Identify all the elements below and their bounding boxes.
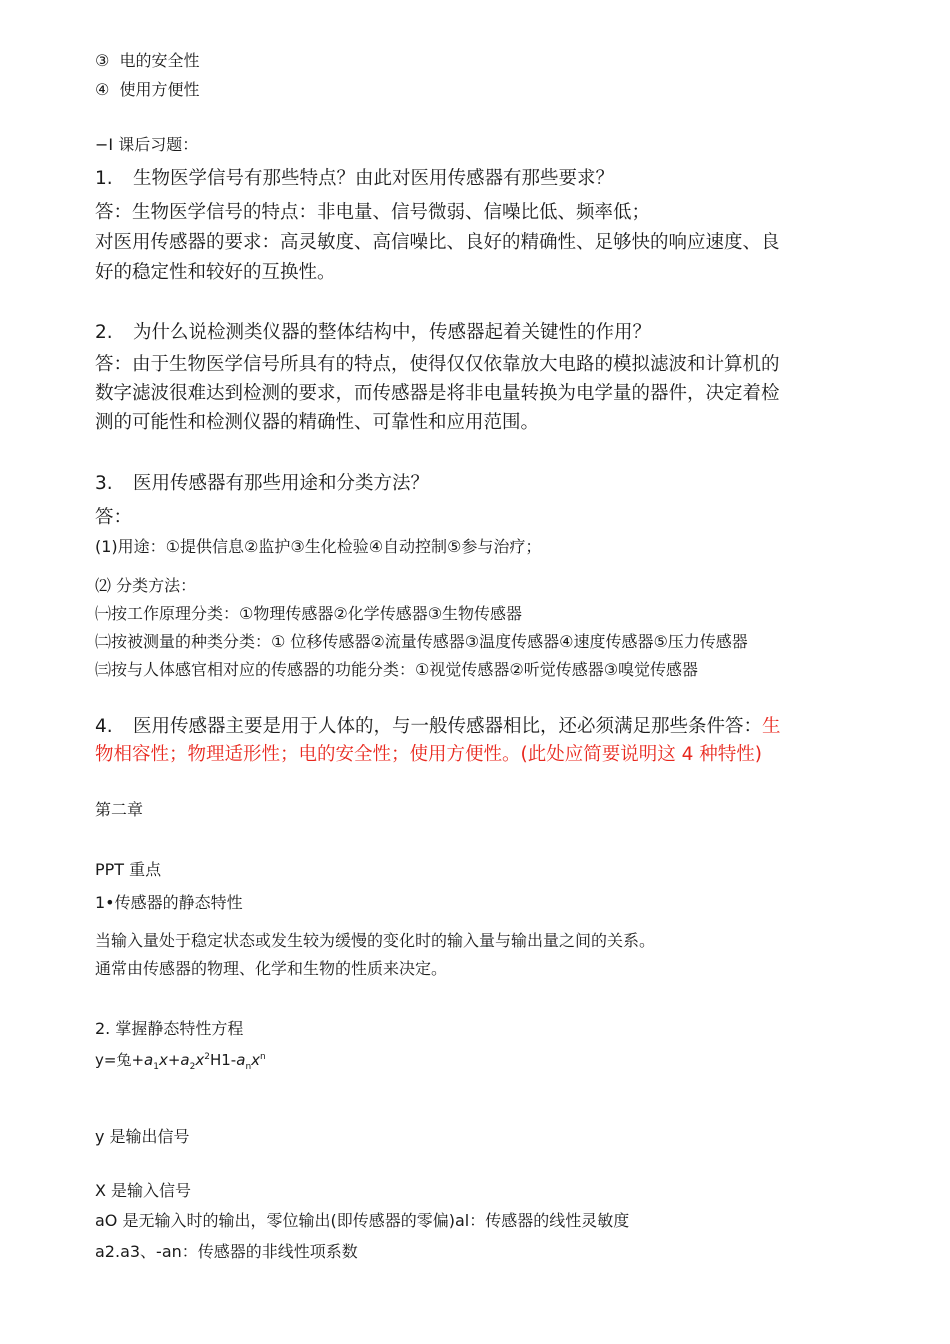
y-definition: y 是输出信号 — [95, 1127, 190, 1146]
class-heading: ⑵ 分类方法： — [95, 576, 197, 595]
list-item-3 — [95, 48, 200, 71]
answer-3-label: 答： — [95, 507, 133, 528]
question-number: 4. — [95, 716, 113, 737]
static-equation: y=兔$+a_1x+a_2x^2H1-a_nx^n$ — [95, 1051, 266, 1072]
question-1 — [95, 164, 614, 190]
question-text: 医用传感器主要是用于人体的，与一般传感器相比，还必须满足那些条件答： — [133, 716, 763, 737]
exercise-heading: −I 课后习题： — [95, 135, 199, 154]
circled-marker: ④ — [95, 80, 110, 99]
list-item-4 — [95, 77, 200, 100]
circled-marker: ③ — [95, 51, 110, 70]
question-2 — [95, 318, 651, 344]
ppt-item-1-line: 当输入量处于稳定状态或发生较为缓慢的变化时的输入量与输出量之间的关系。 — [95, 931, 656, 950]
x-definition: X 是输入信号 — [95, 1181, 192, 1200]
question-number: 2. — [95, 322, 113, 343]
use-line: (1)用途：①提供信息②监护③生化检验④自动控制⑤参与治疗； — [95, 537, 542, 556]
answer-2-line: 测的可能性和检测仪器的精确性、可靠性和应用范围。 — [95, 412, 540, 433]
ppt-item-2-title: 2. 掌握静态特性方程 — [95, 1019, 244, 1038]
question-text: 生物医学信号有那些特点？由此对医用传感器有那些要求？ — [133, 168, 615, 189]
question-number: 1. — [95, 168, 113, 189]
a0-definition: aO 是无输入时的输出，零位输出(即传感器的零偏)al：传感器的线性灵敏度 — [95, 1211, 630, 1230]
answer-1-line: 对医用传感器的要求：高灵敏度、高信噪比、良好的精确性、足够快的响应速度、良 — [95, 232, 780, 253]
answer-2-line: 数字滤波很难达到检测的要求，而传感器是将非电量转换为电学量的器件，决定着检 — [95, 383, 780, 404]
answer-4-red-line: 物相容性；物理适形性；电的安全性；使用方便性。(此处应简要说明这 4 种特性) — [95, 744, 762, 765]
ppt-item-1-title: 1•传感器的静态特性 — [95, 893, 243, 912]
question-text: 医用传感器有那些用途和分类方法？ — [133, 473, 430, 494]
answer-1-line: 好的稳定性和较好的互换性。 — [95, 262, 336, 283]
ppt-item-1-line: 通常由传感器的物理、化学和生物的性质来决定。 — [95, 959, 448, 978]
question-text: 为什么说检测类仪器的整体结构中，传感器起着关键性的作用？ — [133, 322, 652, 343]
class-line: ㈢按与人体感官相对应的传感器的功能分类：①视觉传感器②听觉传感器③嗅觉传感器 — [95, 660, 699, 679]
list-item-text: 使用方便性 — [119, 80, 200, 99]
class-line: ㈡按被测量的种类分类：① 位移传感器②流量传感器③温度传感器④速度传感器⑤压力传感器 — [95, 632, 748, 651]
class-line: ㈠按工作原理分类：①物理传感器②化学传感器③生物传感器 — [95, 604, 523, 623]
question-number: 3. — [95, 473, 113, 494]
answer-1-line: 答：生物医学信号的特点：非电量、信号微弱、信噪比低、频率低； — [95, 202, 651, 223]
question-3 — [95, 469, 429, 495]
chapter-title: 第二章 — [95, 800, 144, 819]
ppt-heading: PPT 重点 — [95, 860, 162, 879]
answer-4-red: 生 — [762, 716, 781, 737]
answer-2-line: 答：由于生物医学信号所具有的特点，使得仅仅依靠放大电路的模拟滤波和计算机的 — [95, 354, 780, 375]
an-definition: a2.a3、-an：传感器的非线性项系数 — [95, 1242, 358, 1261]
question-4 — [95, 712, 781, 738]
list-item-text: 电的安全性 — [119, 51, 200, 70]
